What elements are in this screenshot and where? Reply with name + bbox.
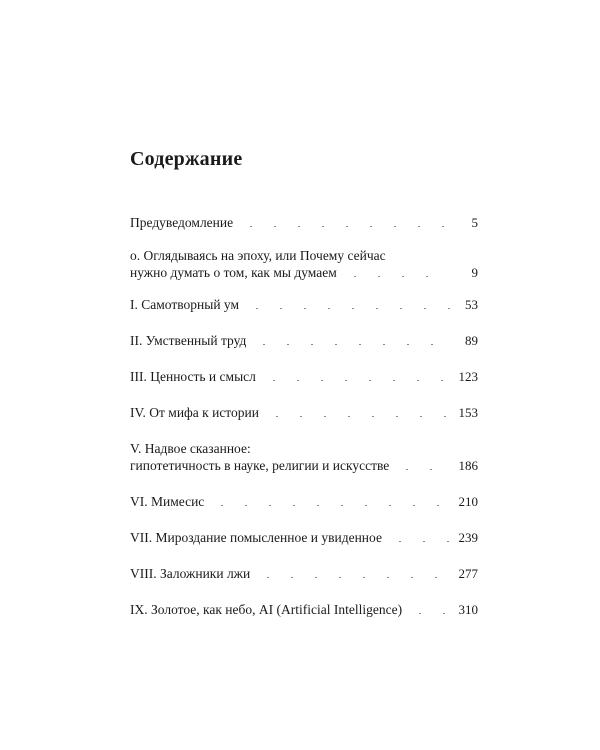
toc-entry-chapter-1 <box>130 296 478 313</box>
toc-entry-title: IV. От мифа к истории <box>130 405 259 420</box>
dot-leader <box>408 613 450 614</box>
toc-page-number: 277 <box>458 566 478 581</box>
dot-leader <box>265 416 450 417</box>
toc-entry-title: Предуведомление <box>130 215 234 230</box>
toc-list <box>130 214 478 637</box>
dot-leader <box>252 344 450 345</box>
toc-entry-preface <box>130 214 478 231</box>
toc-entry-title-line: о. Оглядываясь на эпоху, или Почему сейчас <box>130 248 386 263</box>
toc-entry-chapter-6 <box>130 493 478 510</box>
toc-entry-title-line: гипотетичность в науке, религии и искусстве <box>130 458 390 473</box>
toc-entry-chapter-2 <box>130 332 478 349</box>
dot-leader <box>256 577 450 578</box>
toc-page-number: 186 <box>458 458 478 473</box>
toc-entry-title: IX. Золотое, как небо, AI (Artificial Intelligence) <box>130 602 403 617</box>
toc-entry-title: II. Умственный труд <box>130 333 247 348</box>
toc-page-number: 53 <box>465 297 478 312</box>
dot-leader <box>245 308 450 309</box>
toc-page-number: 210 <box>458 494 478 509</box>
toc-title: Содержание <box>130 148 243 170</box>
toc-page-number: 5 <box>471 215 478 230</box>
toc-entry-chapter-4 <box>130 404 478 421</box>
toc-page-number: 310 <box>458 602 478 617</box>
toc-entry-title: I. Самотворный ум <box>130 297 240 312</box>
toc-page-number: 123 <box>458 369 478 384</box>
toc-entry-title-line: нужно думать о том, как мы думаем <box>130 265 337 280</box>
dot-leader <box>343 276 450 277</box>
toc-entry-chapter-5 <box>130 440 478 474</box>
dot-leader <box>262 380 450 381</box>
toc-entry-title-line: V. Надвое сказанное: <box>130 441 251 456</box>
dot-leader <box>395 469 450 470</box>
toc-entry-title: VI. Мимесис <box>130 494 205 509</box>
toc-page-number: 239 <box>458 530 478 545</box>
toc-entry-title: VIII. Заложники лжи <box>130 566 251 581</box>
toc-entry-title: III. Ценность и смысл <box>130 369 256 384</box>
toc-entry-title: VII. Мироздание помысленное и увиденное <box>130 530 382 545</box>
dot-leader <box>239 226 450 227</box>
toc-page-number: 153 <box>458 405 478 420</box>
toc-entry-chapter-7 <box>130 529 478 546</box>
dot-leader <box>388 541 450 542</box>
toc-page-number: 89 <box>465 333 478 348</box>
toc-entry-chapter-3 <box>130 368 478 385</box>
dot-leader <box>210 505 450 506</box>
toc-entry-chapter-9 <box>130 601 478 618</box>
toc-entry-chapter-8 <box>130 565 478 582</box>
toc-entry-chapter-0 <box>130 247 478 281</box>
toc-page-number: 9 <box>471 265 478 280</box>
